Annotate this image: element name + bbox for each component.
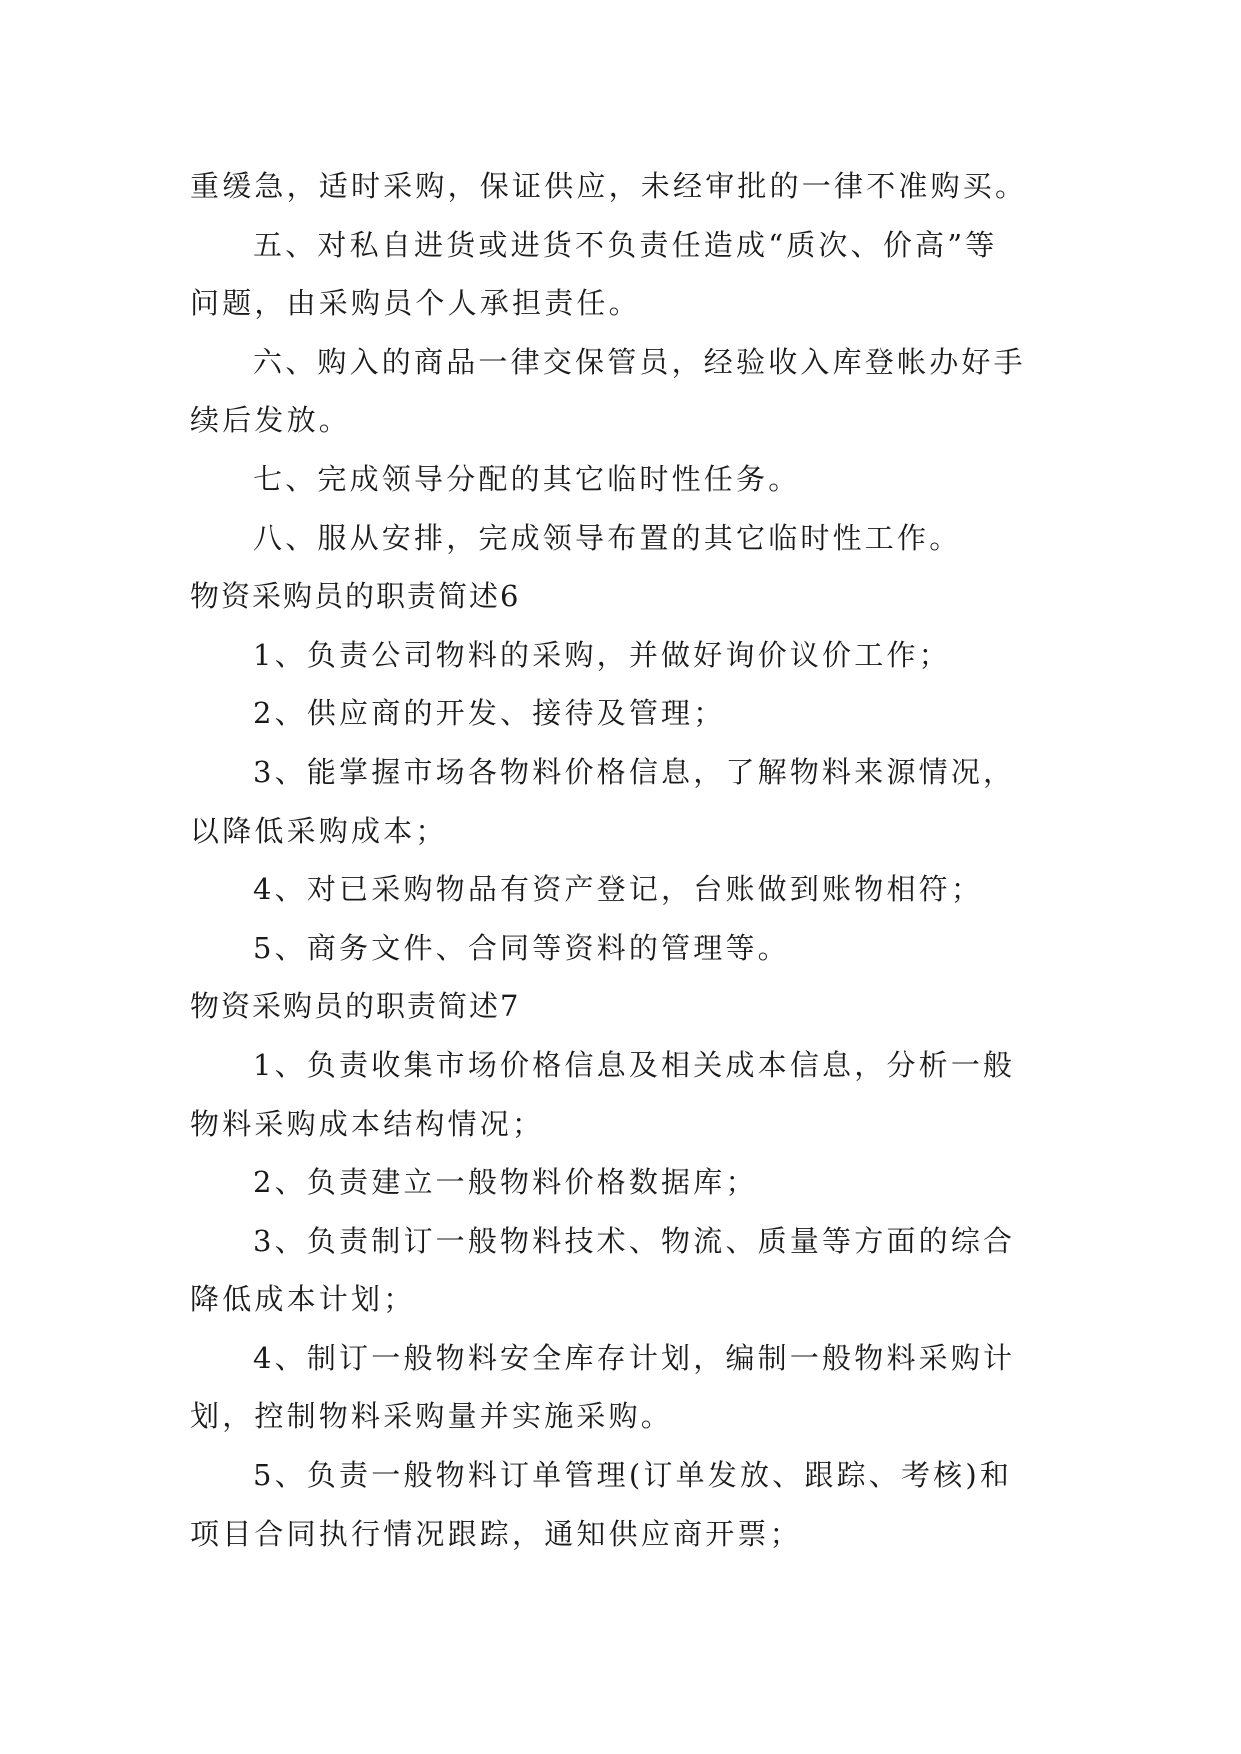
paragraph-line: 降低成本计划； — [190, 1282, 416, 1317]
paragraph-line: 五、对私自进货或进货不负责任造成“质次、价高”等 — [253, 227, 998, 262]
paragraph-line: 2、供应商的开发、接待及管理； — [253, 696, 726, 731]
paragraph-line: 重缓急，适时采购，保证供应，未经审批的一律不准购买。 — [190, 169, 1028, 203]
paragraph-line: 1、负责公司物料的采购，并做好询价议价工作； — [253, 637, 951, 672]
section-heading: 物资采购员的职责简述7 — [190, 989, 521, 1024]
paragraph-line: 4、制订一般物料安全库存计划，编制一般物料采购计 — [253, 1340, 1016, 1375]
section-heading: 物资采购员的职责简述6 — [190, 579, 521, 614]
paragraph-line: 2、负责建立一般物料价格数据库； — [253, 1165, 758, 1200]
paragraph-line: 物料采购成本结构情况； — [190, 1106, 545, 1141]
paragraph-line: 5、负责一般物料订单管理(订单发放、跟踪、考核)和 — [253, 1458, 1013, 1493]
paragraph-line: 4、对已采购物品有资产登记，台账做到账物相符； — [253, 872, 984, 907]
paragraph-line: 3、能掌握市场各物料价格信息，了解物料来源情况， — [253, 754, 1016, 789]
paragraph-line: 以降低采购成本； — [190, 813, 448, 848]
paragraph-line: 七、完成领导分配的其它临时性任务。 — [253, 461, 801, 496]
paragraph-line: 3、负责制订一般物料技术、物流、质量等方面的综合 — [253, 1223, 1016, 1258]
paragraph-line: 1、负责收集市场价格信息及相关成本信息，分析一般 — [253, 1047, 1016, 1082]
paragraph-line: 八、服从安排，完成领导布置的其它临时性工作。 — [253, 520, 962, 555]
paragraph-line: 问题，由采购员个人承担责任。 — [190, 286, 641, 321]
document-body — [190, 157, 1060, 1563]
paragraph-line: 5、商务文件、合同等资料的管理等。 — [253, 930, 790, 965]
paragraph-line: 项目合同执行情况跟踪，通知供应商开票； — [190, 1516, 802, 1551]
paragraph-line: 划，控制物料采购量并实施采购。 — [190, 1399, 674, 1434]
paragraph-line: 六、购入的商品一律交保管员，经验收入库登帐办好手 — [253, 344, 1026, 379]
paragraph-line: 续后发放。 — [190, 403, 352, 438]
